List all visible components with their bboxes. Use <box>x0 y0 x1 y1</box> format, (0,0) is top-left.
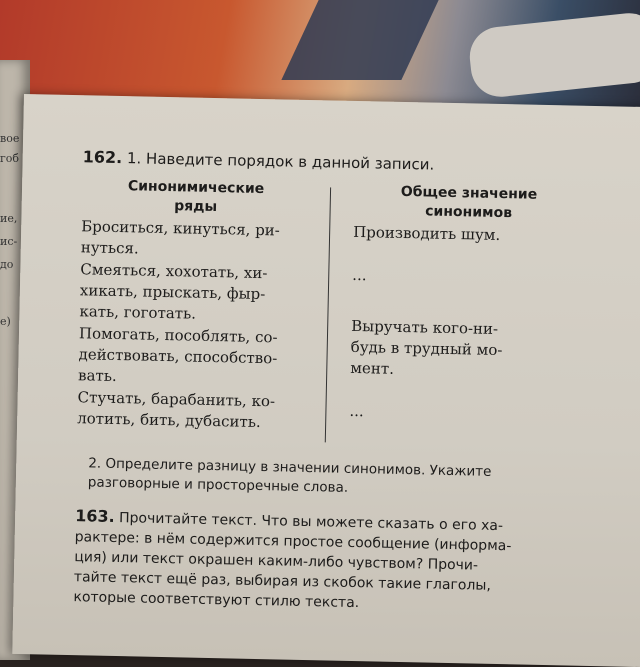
column-divider <box>325 187 331 442</box>
task-number: 162. <box>82 147 123 168</box>
background-blanket <box>0 0 640 110</box>
meaning-row: Производить шум. <box>352 222 501 245</box>
left-page-fragment: гоб <box>0 152 20 165</box>
synonym-row: Стучать, барабанить, ко- лотить, бить, дубасить. <box>77 388 276 432</box>
column-title-left: Синонимические ряды <box>127 178 265 216</box>
meaning-row: ... <box>349 401 364 421</box>
left-page-fragment: ие, <box>0 212 18 225</box>
synonym-rows-column <box>77 176 310 434</box>
left-page-fragment: вое <box>0 132 20 145</box>
book-page <box>12 94 640 667</box>
synonyms-table <box>77 176 603 457</box>
meaning-row: ... <box>352 265 367 285</box>
blanket-stripe <box>281 0 438 80</box>
synonym-row: Броситься, кинуться, ри- нуться. <box>80 217 281 258</box>
task-162-part-2: 2. Определите разницу в значении синонимов. Укажите разговорные и просторечные слова. <box>87 455 492 496</box>
blanket-fold <box>467 10 640 99</box>
page-content <box>73 147 603 618</box>
meaning-row: Выручать кого-ни- будь в трудный мо- мент. <box>350 316 503 378</box>
task-162-heading <box>82 147 602 177</box>
meanings-column <box>349 182 584 427</box>
synonym-row: Смеяться, хохотать, хи- хикать, прыскать, фыр- кать, гоготать. <box>79 260 268 323</box>
left-page-fragment: ис- <box>0 235 18 248</box>
task-163: 163. Прочитайте текст. Что вы можете сказать о его ха- рактере: в нём содержится простое сообщение (информа- ция) или текст окрашен каким-либо чувством? Прочи- тайте текст ещё раз, выбирая из скобок такие глаголы, которые соответствуют стилю текста. <box>73 506 512 612</box>
column-title-right: Общее значение синонимов <box>400 183 538 222</box>
synonym-row: Помогать, пособлять, со- действовать, способство- вать. <box>77 324 278 386</box>
left-page-fragment: e) <box>0 315 11 328</box>
left-page-fragment: до <box>0 258 14 271</box>
task-number: 163. <box>74 506 115 526</box>
task-instruction: 1. Наведите порядок в данной записи. <box>126 149 435 174</box>
